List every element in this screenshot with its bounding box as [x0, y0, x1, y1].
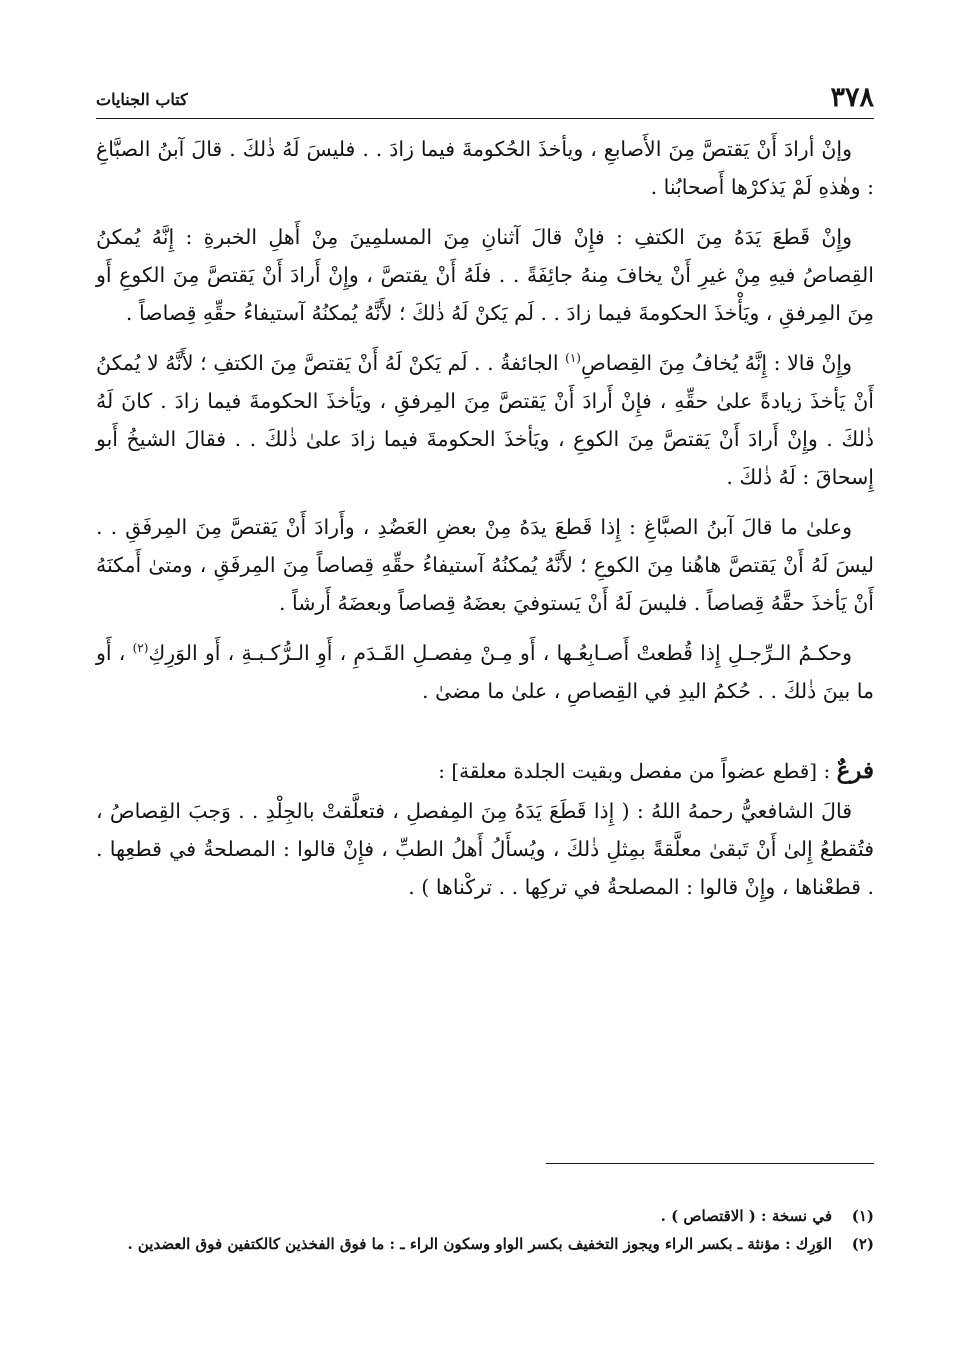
footnote: [96, 1230, 874, 1258]
footnote-number: (٢): [851, 1235, 874, 1253]
book-page: [96, 0, 874, 1369]
footnote-separator: [546, 1163, 874, 1164]
paragraph: وإنْ أرادَ أَنْ يَقتصَّ مِنَ الأَصابعِ ، ويأخذَ الحُكومةَ فيما زادَ . . فليسَ لَهُ ذٰلكَ . قالَ آبنُ الصبَّاغِ : وهٰذهِ لَمْ يَذكرْها أَصحابُنا .: [96, 137, 874, 199]
branch-label: فرعٌ: [836, 757, 874, 784]
page-number: ٣٧٨: [830, 82, 874, 113]
section-gap: [96, 722, 874, 754]
paragraph: [96, 634, 874, 710]
running-title: كتاب الجنايات: [96, 90, 188, 109]
paragraph: [96, 344, 874, 496]
footnote-text: الوَرِك : مؤنثة ـ بكسر الراء ويجوز التخفيف بكسر الواو وسكون الراء ـ : ما فوق الفخذين كالكتفين فوق العضدين .: [127, 1235, 832, 1253]
paragraph: وإِنْ قَطعَ يَدَهُ مِنَ الكتفِ : فإِنْ قالَ آثنانِ مِنَ المسلمِينَ مِنْ أَهلِ الخبرةِ : إِنَّهُ يُمكنُ القِصاصُ فيهِ مِنْ غيرِ أَنْ يخافَ مِنهُ جائِفَةً . . فلَهُ أَنْ يقتصَّ ، وإِنْ أَرادَ أَنْ يَقتصَّ مِنَ الكوعِ أَو مِنَ المِرفقِ ، ويَأْخذَ الحكومةَ فيما زادَ . . لَم يَكنْ لَهُ ذٰلكَ ؛ لأَنَّهُ يُمكنُهُ آستيفاءُ حقِّهِ قِصاصاً .: [96, 225, 874, 325]
paragraph-text: وحكـمُ الـرِّجـلِ إِذا قُطعتْ أَصـابِعُـها ، أَو مِـنْ مِفصـلِ القَـدَمِ ، أَوِ الـرُّكـبـةِ ، أَو الوَرِكِ: [148, 641, 852, 665]
footnote-reference: (٢): [132, 641, 149, 656]
branch-title: : [قطع عضواً من مفصل وبقيت الجلدة معلقة] :: [438, 759, 837, 783]
footnote-number: (١): [851, 1207, 874, 1225]
paragraph: وعلىٰ ما قالَ آبنُ الصبَّاغِ : إِذا قَطعَ يدَهُ مِنْ بعضِ العَضُدِ ، وأَرادَ أَنْ يَقتصَّ مِنَ المِرفَقِ . . ليسَ لَهُ أَنْ يَقتصَّ هاهُنا مِنَ الكوعِ ؛ لأَنَّهُ يُمكنُهُ آستيفاءُ حقِّهِ قِصاصاً مِنَ المِرفَقِ ، ومتىٰ أَمكنَهُ أَنْ يَأخذَ حقَّهُ قِصاصاً . فليسَ لَهُ أَنْ يَستوفيَ بعضَهُ قِصاصاً وبعضَهُ أَرشاً .: [96, 515, 874, 615]
footnote: [96, 1202, 874, 1230]
footnote-reference: (١): [565, 351, 581, 366]
page-header: [96, 80, 874, 119]
paragraph: قالَ الشافعيُّ رحمهُ اللهُ : ( إِذا قَطَعَ يَدَهُ مِنَ المِفصلِ ، فتعلَّقتْ بالجِلْدِ . . وَجبَ القِصاصُ ، فتُقطعُ إِلىٰ أَنْ تَبقىٰ معلَّقةً بمِثلِ ذٰلكَ ، ويُسأَلُ أَهلُ الطبِّ ، فإِنْ قالوا : المصلحةُ في قطعِها . . قطعْناها ، وإِنْ قالوا : المصلحةُ في تركِها . . تركْناها ) .: [96, 799, 874, 899]
branch-heading: [96, 754, 874, 788]
footnote-text: في نسخة : ( الاقتصاص ) .: [660, 1207, 832, 1225]
paragraph-text: ، أَو ما بينَ ذٰلكَ . . حُكمُ اليدِ في القِصاصِ ، علىٰ ما مضىٰ .: [96, 641, 874, 703]
main-text: [96, 130, 874, 918]
footnotes: [96, 1202, 874, 1258]
paragraph-text: وإِنْ قالا : إِنَّهُ يُخافُ مِنَ القِصاصِ: [580, 351, 852, 375]
paragraph-text: الجائفةُ . . لَم يَكنْ لَهُ أَنْ يَقتصَّ مِنَ الكتفِ ؛ لأَنَّهُ لا يُمكنُ أَنْ يَأخذَ زيادةً علىٰ حقِّهِ ، فإِنْ أَرادَ أَنْ يَقتصَّ مِنَ المِرفقِ ، ويَأخذَ الحكومةَ فيما زادَ . كانَ لَهُ ذٰلكَ . وإِنْ أَرادَ أَنْ يَقتصَّ مِنَ الكوعِ ، ويَأخذَ الحكومةَ فيما زادَ علىٰ ذٰلكَ . . فقالَ الشيخُ أَبو إِسحاقَ : لَهُ ذٰلكَ .: [96, 351, 874, 489]
